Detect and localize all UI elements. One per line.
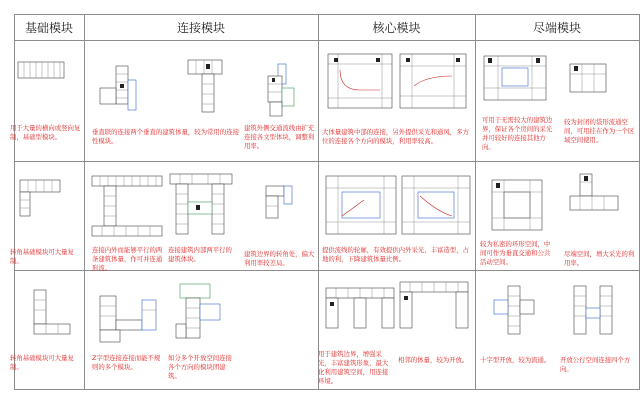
caption-r1-base: 用于大量的横向或竖向复制，基础型模块。	[10, 124, 81, 141]
caption-r1-conn-a: 垂直联的连接两个垂直的建筑体量，较为常用的连接性模块。	[92, 128, 239, 145]
plan-connect-side	[258, 62, 308, 122]
caption-r3-conn-a: Z字型连接连接而能不规则的多个模块。	[92, 354, 161, 371]
plan-core-court-a	[324, 172, 400, 238]
plan-core-hub-a	[326, 50, 396, 116]
plan-end-t	[566, 170, 626, 220]
caption-r3-conn-b: 如分多个开放空间连接各个方向的模块团建筑。	[168, 354, 232, 380]
caption-r2-base: 转角基础模块可大量复制。	[10, 248, 74, 265]
plan-base-linear	[18, 60, 66, 80]
plan-base-l	[20, 286, 76, 336]
caption-r3-end-b: 开放公行空间连接四个方向。	[560, 356, 631, 373]
caption-r3-core-a: 用于建筑边界，增强采光，丰富建筑形象，最大化利用建筑空间，用连接环境。	[318, 350, 389, 385]
caption-r2-end-b: 尽端空间，增大采光的利用率。	[564, 250, 635, 267]
rule-header-bottom	[14, 40, 640, 41]
rule-left	[14, 14, 15, 390]
caption-r3-base: 转角基础模块可大量复制。	[10, 354, 74, 371]
plan-core-court-b	[398, 172, 474, 238]
plan-end-ring	[488, 176, 548, 236]
plan-connect-corner	[258, 182, 308, 222]
header-connect: 连接模块	[176, 20, 225, 35]
plan-connect-stair-a	[96, 60, 156, 120]
plan-connect-stair-b	[180, 56, 240, 116]
caption-r2-conn-a: 连接内外而能够平行的两条建筑体量，作可并连通形流。	[92, 246, 163, 272]
header-base: 基础模块	[24, 20, 73, 35]
plan-end-cross	[488, 282, 548, 342]
rule-col1	[84, 14, 85, 390]
caption-r2-conn-c: 建筑边界的转角处，偏大利用率较差局。	[244, 250, 315, 267]
header-core: 核心模块	[372, 20, 421, 35]
caption-r3-core-b: 相邻的体量，较为开放。	[398, 356, 469, 364]
plan-connect-z	[96, 280, 166, 346]
header-end: 尽端模块	[532, 20, 581, 35]
rule-col2	[318, 14, 319, 390]
plan-end-a	[480, 54, 550, 108]
caption-r1-end-b: 较为封闭的袋形流通空间，可用挂在作为一个区域空间使用。	[564, 118, 635, 144]
plan-connect-h	[168, 172, 238, 238]
caption-r2-core: 提供流线的轮廓，有效提供内外采光，丰富造型，占地的利，下降建筑体量比例。	[322, 246, 469, 263]
caption-r1-core: 大体量建筑中部的连接，另外提供采光和通风，多方位的连接各个方向的模块，利用率较高。	[322, 128, 469, 145]
rule-col3	[475, 14, 476, 390]
rule-bottom	[14, 389, 640, 390]
plan-core-edge-a	[324, 280, 398, 340]
caption-r1-end-a: 可用于无需较大的建筑边界，保证各个房间的采光并可较好的连接其他方向。	[482, 116, 553, 151]
plan-end-open	[566, 282, 626, 342]
caption-r2-conn-b: 连接建筑内部两平行的建筑体块。	[168, 246, 232, 263]
plan-core-hub-b	[396, 50, 470, 116]
plan-core-edge-b	[398, 276, 472, 340]
rule-row1-bottom	[14, 161, 640, 162]
caption-r1-conn-b: 建筑外侧交通流线由扩充连接各文型体块，调整利用率。	[244, 124, 315, 150]
caption-r3-end-a: 十字型开放，较为流通。	[480, 356, 551, 364]
plan-connect-multi	[172, 280, 242, 346]
plan-base-corner	[18, 176, 68, 220]
plan-end-b	[566, 60, 616, 100]
plan-connect-parallel	[90, 172, 164, 238]
caption-r2-end-a: 较为私密的环形空间，中间可作为垂直交通和公共活动空间。	[480, 240, 551, 266]
